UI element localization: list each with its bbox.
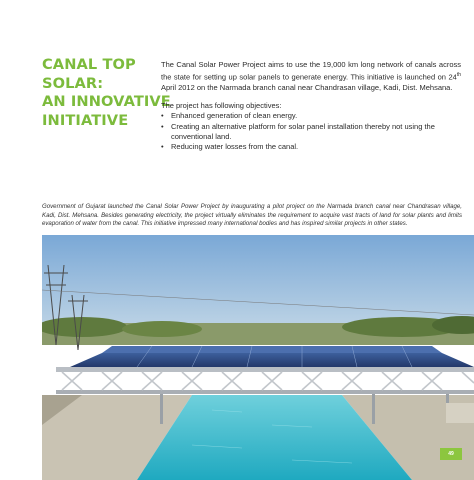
section-heading (42, 56, 171, 130)
page-number-badge: 49 (440, 448, 462, 460)
body-text-column (161, 60, 461, 152)
heading-line-4: INITIATIVE (42, 111, 129, 129)
objective-item: • Reducing water losses from the canal. (161, 142, 461, 152)
heading-line-2: SOLAR: (42, 74, 104, 92)
heading-line-3: AN INNOVATIVE (42, 93, 171, 110)
photo-caption: Government of Gujarat launched the Canal Solar Power Project by inaugurating a pilot project on the Narmada branch canal near Chandrasan village, Kadi, Dist. Mehsana. Besides generating electricity, the project virtually eliminates the requirement to acquire vast tracts of land for solar plants and limits evaporation of water from the canal. This initiative impressed many international bodies and has inspired similar projects in other states. (42, 203, 462, 228)
objective-item: • Creating an alternative platform for solar panel installation thereby not using the conventional land. (161, 122, 461, 142)
intro-text-end: April 2012 on the Narmada branch canal near Chandrasan village, Kadi, Dist. Mehsana. (161, 82, 453, 92)
objectives-list (161, 111, 461, 152)
objective-item: • Enhanced generation of clean energy. (161, 111, 461, 121)
canal-solar-illustration (42, 235, 474, 480)
intro-text-start: The Canal Solar Power Project aims to use the 19,000 km long network of canals across the state for setting up solar panels to generate energy. This initiative is launched on 24 (161, 60, 461, 82)
intro-superscript: th (456, 72, 461, 79)
heading-line-1: CANAL TOP (42, 56, 136, 73)
objectives-intro: The project has following objectives: (161, 101, 282, 111)
intro-paragraph (161, 60, 461, 93)
canal-solar-photo (42, 235, 474, 480)
